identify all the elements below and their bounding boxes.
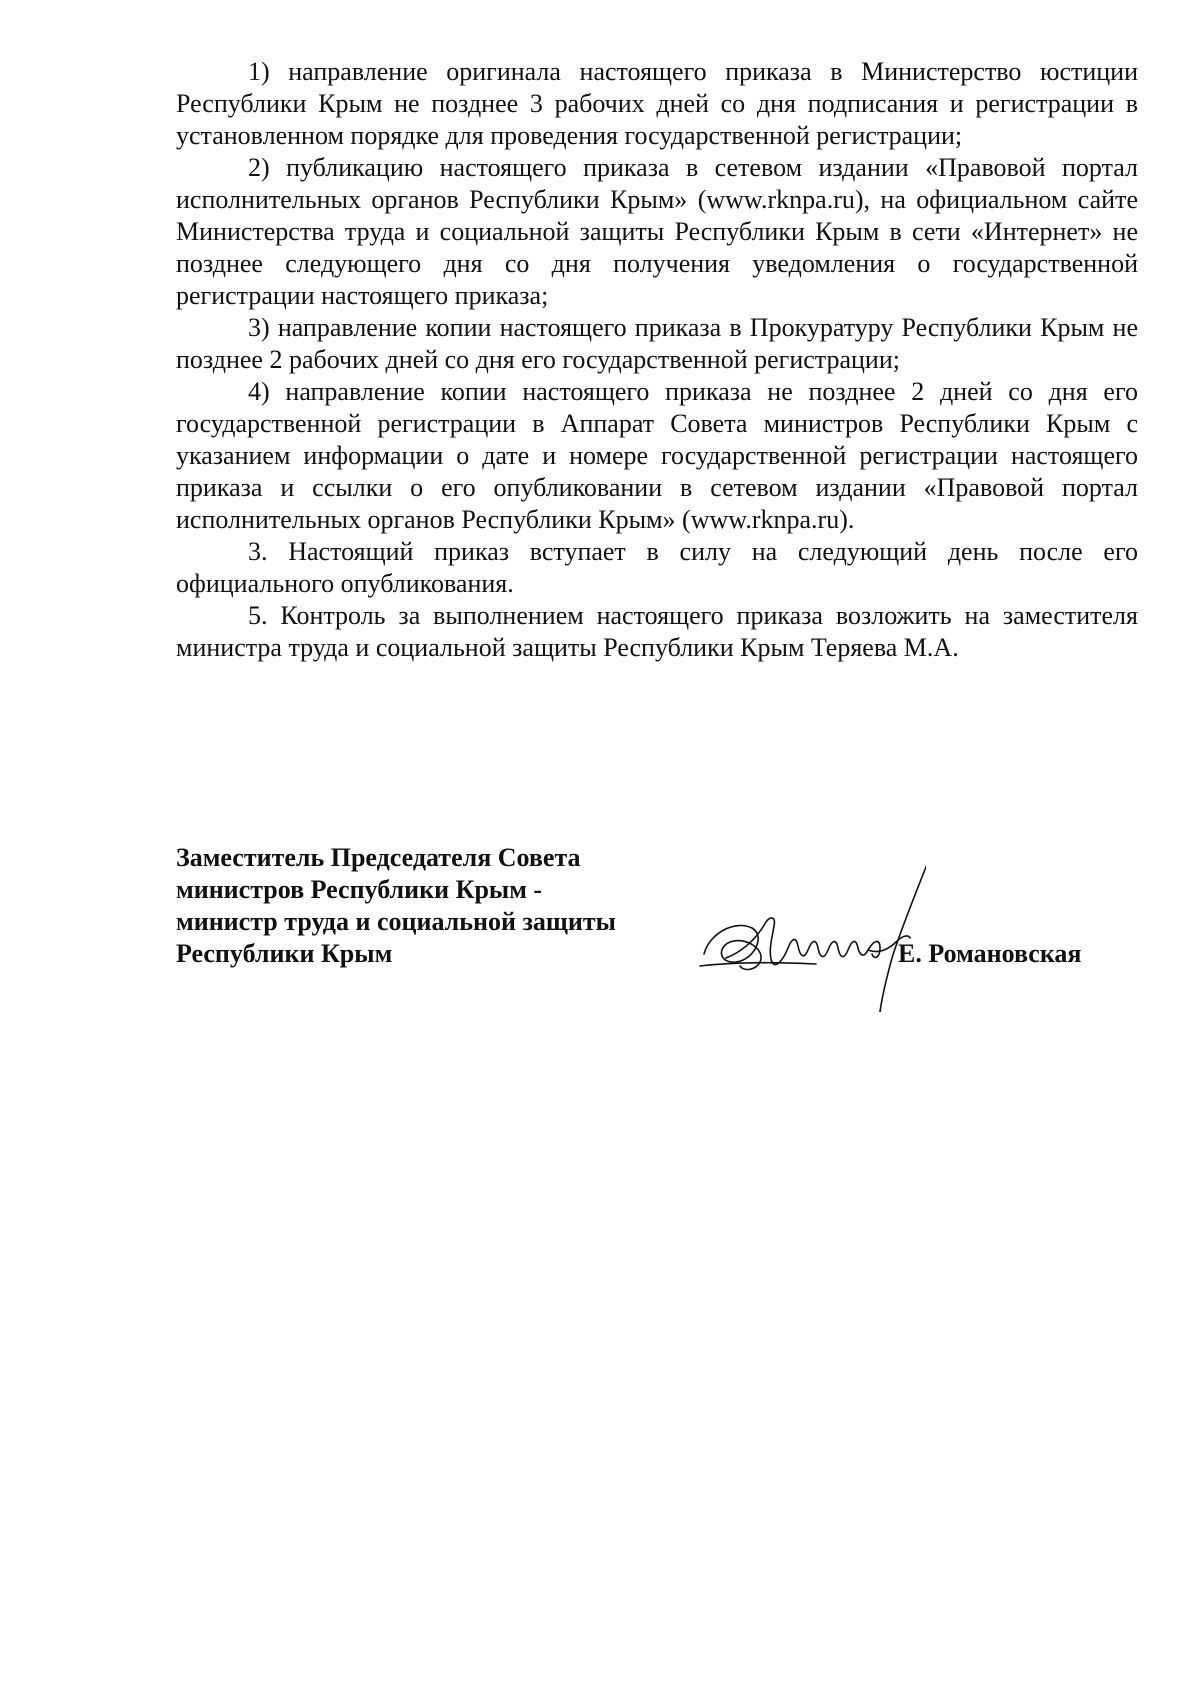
paragraph-control: 5. Контроль за выполнением настоящего приказа возложить на заместителя министра труда и социальной защиты Республики Крым Теряева М.А.	[176, 601, 1138, 662]
signer-title-line: Республики Крым	[176, 939, 393, 968]
handwritten-signature	[696, 862, 926, 1012]
paragraph-item-2: 2) публикацию настоящего приказа в сетевом издании «Правовой портал исполнительных органов Республики Крым» (www.rknpa.ru), на официальном сайте Министерства труда и социальной защиты Республики Крым в сети «Интернет» не позднее следующего дня со дня получения уведомления о государственной регистрации настоящего приказа;	[176, 153, 1138, 310]
signer-title-line: министров Республики Крым -	[176, 875, 543, 904]
signer-title	[176, 842, 696, 970]
paragraph-item-4: 4) направление копии настоящего приказа не позднее 2 дней со дня его государственной регистрации в Аппарат Совета министров Республики Крым с указанием информации о дате и номере государственной регистрации настоящего приказа и ссылки о его опубликовании в сетевом издании «Правовой портал исполнительных органов Республики Крым» (www.rknpa.ru).	[176, 377, 1138, 534]
signer-title-line: министр труда и социальной защиты	[176, 907, 616, 936]
document-body	[176, 56, 1138, 664]
paragraph-item-1: 1) направление оригинала настоящего приказа в Министерство юстиции Республики Крым не позднее 3 рабочих дней со дня подписания и регистрации в установленном порядке для проведения государственной регистрации;	[176, 57, 1138, 150]
paragraph-effective-date: 3. Настоящий приказ вступает в силу на следующий день после его официального опубликования.	[176, 537, 1138, 598]
signer-name: Е. Романовская	[898, 939, 1082, 968]
paragraph-item-3: 3) направление копии настоящего приказа в Прокуратуру Республики Крым не позднее 2 рабочих дней со дня его государственной регистрации;	[176, 313, 1138, 374]
signer-title-line: Заместитель Председателя Совета	[176, 843, 581, 872]
signature-block	[176, 842, 1136, 1022]
